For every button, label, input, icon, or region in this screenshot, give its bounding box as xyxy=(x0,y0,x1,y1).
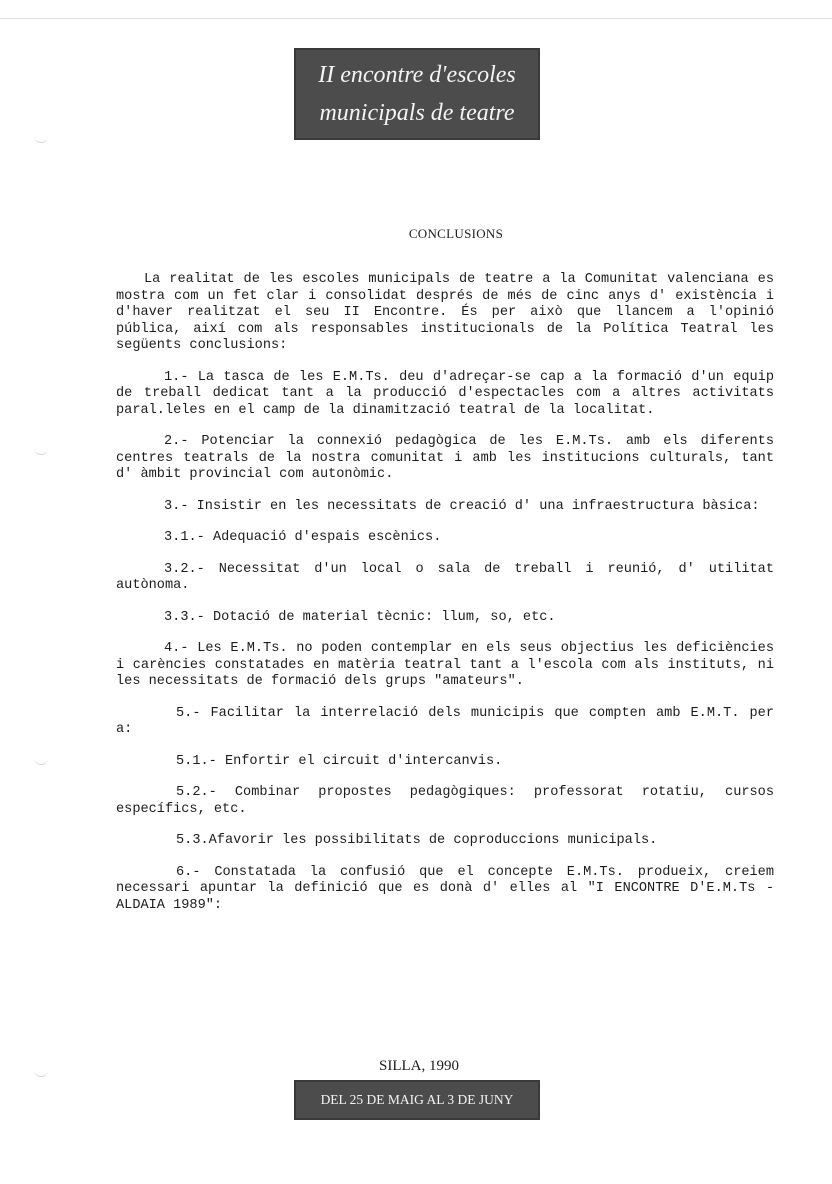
page-top-edge xyxy=(0,18,832,19)
conclusion-3-1: 3.1.- Adequació d'espais escènics. xyxy=(164,530,442,545)
conclusion-3-2: 3.2.- Necessitat d'un local o sala de treball i reunió, d' utilitat autònoma. xyxy=(116,561,774,593)
title-line-1: II encontre d'escoles xyxy=(318,62,516,88)
conclusion-3-3: 3.3.- Dotació de material tècnic: llum, so, etc. xyxy=(164,609,556,625)
place-date: SILLA, 1990 xyxy=(379,1058,459,1074)
conclusions-body xyxy=(116,272,774,929)
section-heading: CONCLUSIONS xyxy=(408,226,504,241)
conclusion-5-2: 5.2.- Combinar propostes pedagògiques: professorat rotatiu, cursos específics, etc. xyxy=(116,785,774,817)
title-line-2: municipals de teatre xyxy=(319,100,515,126)
conclusion-5-3: 5.3.Afavorir les possibilitats de coproduccions municipals. xyxy=(176,833,658,848)
date-banner xyxy=(294,1080,540,1120)
conclusion-1: 1.- La tasca de les E.M.Ts. deu d'adreçar-se cap a la formació d'un equip de treball dedicat tant a la producció d'espectacles com a altres activitats paral.leles en el camp de la dinamització teatral de la localitat. xyxy=(116,369,774,418)
conclusion-6: 6.- Constatada la confusió que el concepte E.M.Ts. produeix, creiem necessari apuntar la definició que es donà d' elles al "I ENCONTRE D'E.M.Ts - ALDAIA 1989": xyxy=(116,864,774,913)
conclusion-2: 2.- Potenciar la connexió pedagògica de les E.M.Ts. amb els diferents centres teatrals de la nostra comunitat i amb les institucions culturals, tant d' àmbit provincial com autonòmic. xyxy=(116,434,774,482)
punch-hole-mark xyxy=(34,448,48,455)
conclusion-5: 5.- Facilitar la interrelació dels municipis que compten amb E.M.T. per a: xyxy=(116,705,774,737)
title-banner xyxy=(294,48,540,140)
punch-hole-mark xyxy=(34,758,48,765)
date-banner-text: DEL 25 DE MAIG AL 3 DE JUNY xyxy=(320,1092,514,1107)
conclusion-4: 4.- Les E.M.Ts. no poden contemplar en els seus objectius les deficiències i carències constatades en matèria teatral tant a l'escola com als instituts, ni les necessitats de formació dels grups "amateurs". xyxy=(116,641,774,689)
intro-paragraph: La realitat de les escoles municipals de teatre a la Comunitat valenciana es mostra com un fet clar i consolidat després de més de cinc anys d' existència i d'haver realitzat el seu II Encontre. És per això que llancem a l'opinió pública, així com als responsables institucionals de la Política Teatral les següents conclusions: xyxy=(116,272,774,353)
punch-hole-mark xyxy=(34,136,48,143)
conclusion-5-1: 5.1.- Enfortir el circuit d'intercanvis. xyxy=(176,753,503,769)
conclusion-3: 3.- Insistir en les necessitats de creació d' una infraestructura bàsica: xyxy=(164,498,760,514)
